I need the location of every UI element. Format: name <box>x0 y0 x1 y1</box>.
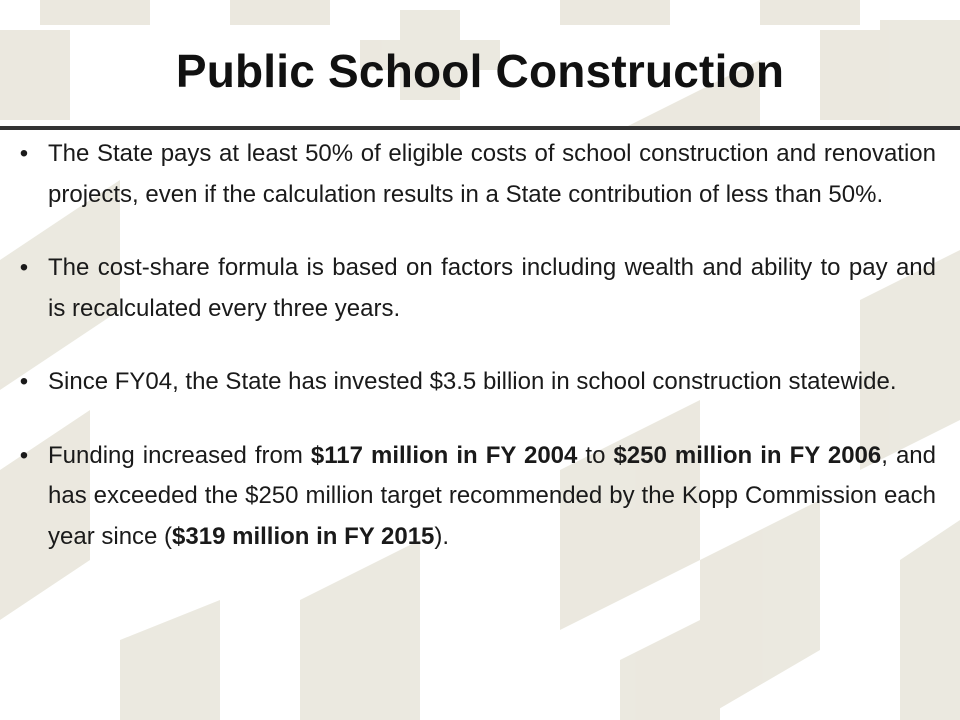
bullet-dot-icon: • <box>19 140 29 167</box>
text-run: ). <box>434 522 450 550</box>
text-run: , and has exceeded the $250 million target recommended by the Kopp Commission each year since ( <box>48 441 936 550</box>
bullet-text: The cost-share formula is based on factors including wealth and ability to pay and is recalculated every three years. <box>48 254 936 322</box>
text-run: Funding increased from <box>48 441 311 469</box>
emphasis-funding-2015: $319 million in FY 2015 <box>172 522 435 550</box>
title-divider <box>0 126 960 130</box>
bullet-item <box>14 362 936 403</box>
bullet-text: The State pays at least 50% of eligible costs of school construction and renovation projects, even if the calculation results in a State contribution of less than 50%. <box>48 140 936 208</box>
emphasis-funding-2006: $250 million in FY 2006 <box>613 441 882 469</box>
bullet-dot-icon: • <box>19 254 29 281</box>
bullet-text <box>48 442 936 550</box>
bullet-dot-icon: • <box>19 441 29 469</box>
slide-title: Public School Construction <box>175 45 785 97</box>
text-run: to <box>577 441 614 469</box>
bullet-item <box>14 436 936 558</box>
bullet-item <box>14 134 936 215</box>
emphasis-funding-2004: $117 million in FY 2004 <box>310 441 578 469</box>
bullet-text: Since FY04, the State has invested $3.5 billion in school construction statewide. <box>48 368 897 395</box>
bullet-list <box>14 134 936 557</box>
bullet-dot-icon: • <box>19 368 29 395</box>
bullet-item <box>14 248 936 329</box>
